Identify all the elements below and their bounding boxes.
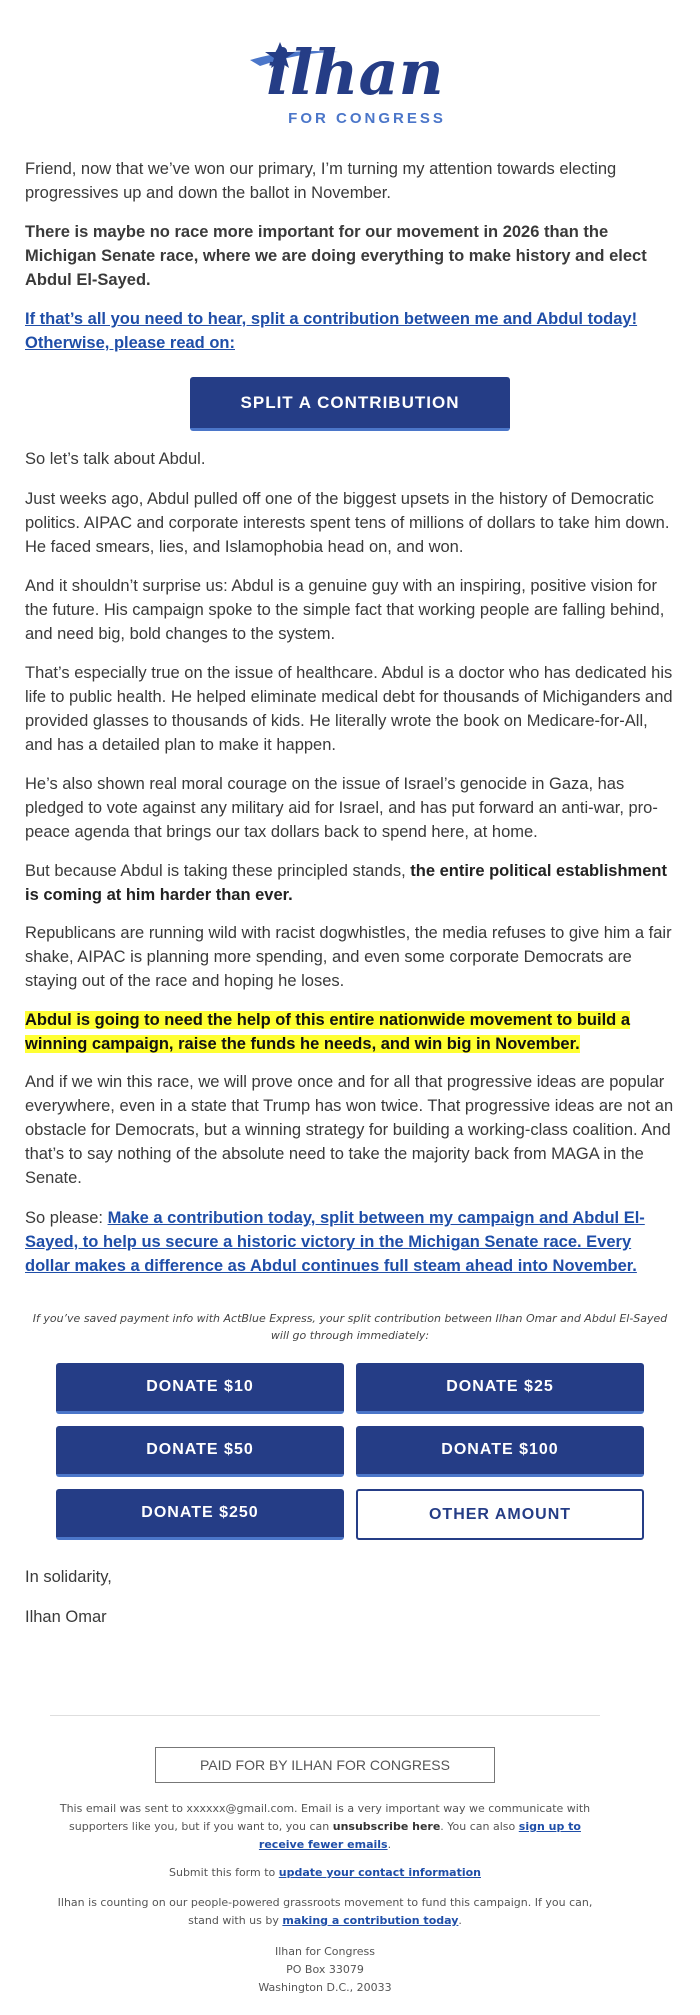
- fewer-emails-link[interactable]: sign up to receive fewer emails: [258, 1820, 581, 1851]
- paragraph-key-race: There is maybe no race more important for our movement in 2026 than the Michigan Senate race, where we are doing everything to make history and elect Abdul El-Sayed.: [25, 223, 647, 289]
- paragraph-republicans: Republicans are running wild with racist dogwhistles, the media refuses to give him a fair shake, AIPAC is planning more spending, and even some corporate Democrats are staying out of the race and hoping he loses.: [25, 924, 672, 990]
- paragraph-gaza: He’s also shown real moral courage on the issue of Israel’s genocide in Gaza, has pledged to vote against any military aid for Israel, and has put forward an anti-war, pro-peace agenda that brings our tax dollars back to spend here, at home.: [25, 775, 658, 841]
- footer-update-info: Submit this form to update your contact information: [168, 1866, 481, 1879]
- footer-address: [50, 1943, 600, 1997]
- paid-for-by-box: PAID FOR BY ILHAN FOR CONGRESS: [155, 1747, 495, 1783]
- paragraph-please: So please: Make a contribution today, split between my campaign and Abdul El-Sayed, to help us secure a historic victory in the Michigan Senate race. Every dollar makes a difference as Abdul continues full steam ahead into November.: [25, 1209, 645, 1275]
- donate-100-button[interactable]: DONATE $100: [356, 1426, 644, 1477]
- other-amount-button[interactable]: OTHER AMOUNT: [356, 1489, 644, 1540]
- split-contribution-link[interactable]: If that’s all you need to hear, split a contribution between me and Abdul today! Otherwise, please read on:: [25, 310, 638, 352]
- split-contribution-button[interactable]: SPLIT A CONTRIBUTION: [190, 377, 510, 431]
- logo-subtitle: FOR CONGRESS: [288, 110, 446, 127]
- address-line: Washington D.C., 20033: [258, 1981, 392, 1994]
- footer-divider: [50, 1715, 600, 1716]
- make-contribution-link[interactable]: Make a contribution today, split between my campaign and Abdul El-Sayed, to help us secure a historic victory in the Michigan Senate race. Every dollar makes a difference as Abdul continues full steam ahead into November.: [25, 1209, 645, 1275]
- donate-50-button[interactable]: DONATE $50: [56, 1426, 344, 1477]
- signature: Ilhan Omar: [25, 1608, 107, 1626]
- paragraph-healthcare: That’s especially true on the issue of healthcare. Abdul is a doctor who has dedicated his life to public health. He helped eliminate medical debt for thousands of Michiganders and provided glasses to thousands of kids. He literally wrote the book on Medicare-for-All, and has a detailed plan to make it happen.: [25, 664, 673, 754]
- address-line: PO Box 33079: [286, 1963, 364, 1976]
- ilhan-logo: [25, 30, 675, 130]
- footer-sent-notice: This email was sent to xxxxxx@gmail.com. Email is a very important way we communicate with supporters like you, but if you want to, you can unsubscribe here. You can also sign up to receive fewer emails.: [59, 1802, 591, 1851]
- make-contribution-footer-link[interactable]: making a contribution today: [282, 1914, 459, 1927]
- paragraph-intro: Friend, now that we’ve won our primary, I’m turning my attention towards electing progressives up and down the ballot in November.: [25, 160, 617, 202]
- logo-wordmark: ilhan: [266, 36, 444, 109]
- donate-25-button[interactable]: DONATE $25: [356, 1363, 644, 1414]
- address-line: Ilhan for Congress: [275, 1945, 375, 1958]
- paragraph-establishment: But because Abdul is taking these principled stands, the entire political establishment is coming at him harder than ever.: [25, 862, 667, 904]
- update-contact-link[interactable]: update your contact information: [278, 1866, 481, 1879]
- actblue-express-note: If you’ve saved payment info with ActBlue Express, your split contribution between Ilhan Omar and Abdul El-Sayed will go through immediately:: [32, 1312, 668, 1342]
- paragraph-prove: And if we win this race, we will prove once and for all that progressive ideas are popular everywhere, even in a state that Trump has won twice. That progressive ideas are not an obstacle for Democrats, but a winning strategy for building a working-class coalition. And that’s to say nothing of the absolute need to take the majority back from MAGA in the Senate.: [25, 1073, 674, 1187]
- donate-250-button[interactable]: DONATE $250: [56, 1489, 344, 1540]
- closing: In solidarity,: [25, 1568, 112, 1586]
- donate-10-button[interactable]: DONATE $10: [56, 1363, 344, 1414]
- paragraph-talk-abdul: So let’s talk about Abdul.: [25, 450, 206, 468]
- paragraph-vision: And it shouldn’t surprise us: Abdul is a genuine guy with an inspiring, positive vision for the future. His campaign spoke to the simple fact that working people are falling behind, and need big, bold changes to the system.: [25, 577, 665, 643]
- footer-counting: Ilhan is counting on our people-powered grassroots movement to fund this campaign. If you can, stand with us by making a contribution today.: [57, 1896, 593, 1927]
- highlighted-text: Abdul is going to need the help of this entire nationwide movement to build a winning campaign, raise the funds he needs, and win big in November.: [25, 1011, 631, 1053]
- paragraph-upset: Just weeks ago, Abdul pulled off one of the biggest upsets in the history of Democratic politics. AIPAC and corporate interests spent tens of millions of dollars to take him down. He faced smears, lies, and Islamophobia head on, and won.: [25, 490, 670, 556]
- paragraph-movement: [25, 1008, 675, 1056]
- unsubscribe-link[interactable]: unsubscribe here: [332, 1820, 441, 1833]
